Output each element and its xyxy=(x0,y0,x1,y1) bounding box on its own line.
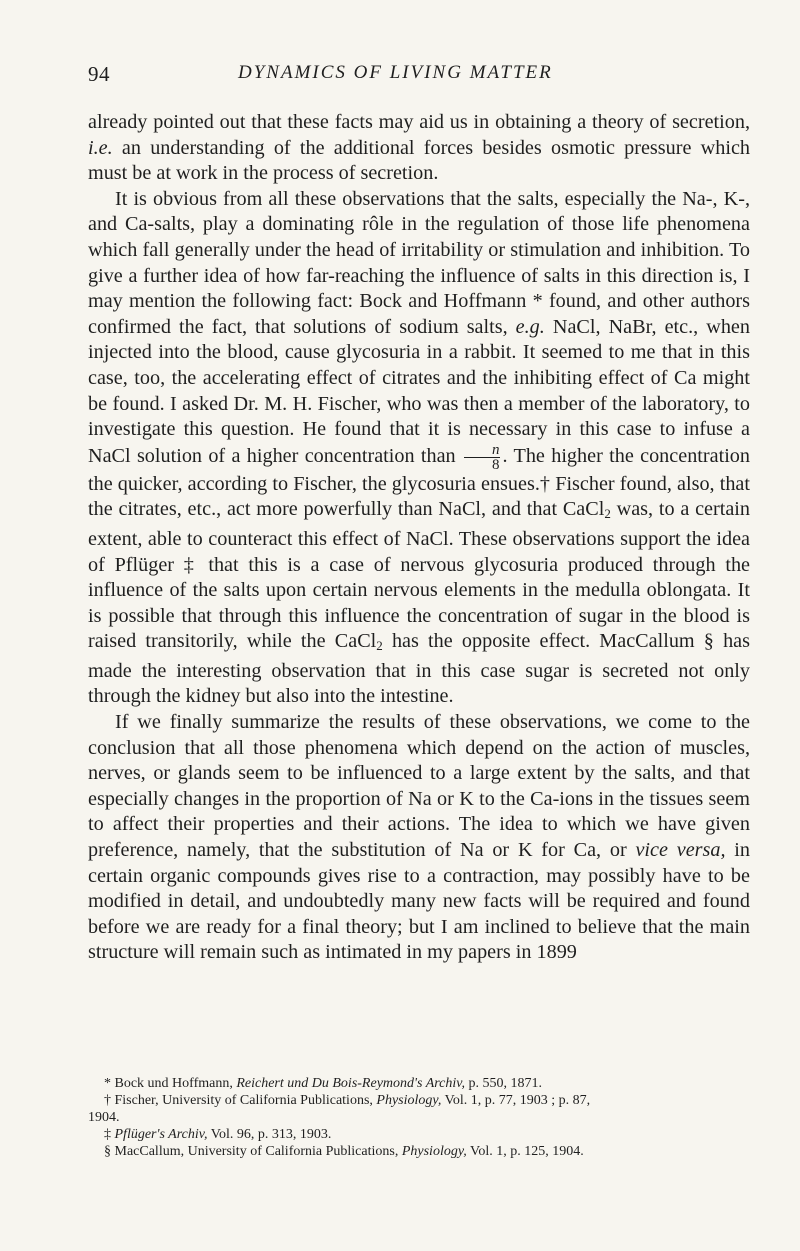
page-number: 94 xyxy=(88,62,110,86)
running-head: DYNAMICS OF LIVING MATTER xyxy=(238,62,553,83)
footnote-bock: * Bock und Hoffmann, Reichert und Du Bois-Reymond's Archiv, p. 550, 1871. xyxy=(104,1076,542,1091)
footnote-fischer: † Fischer, University of California Publications, Physiology, Vol. 1, p. 77, 1903 ; p. 87, xyxy=(104,1093,591,1108)
footnote-pfluger: ‡ Pflüger's Archiv, Vol. 96, p. 313, 1903. xyxy=(104,1127,332,1142)
footnote-fischer-continued: 1904. xyxy=(88,1110,120,1125)
paragraph-3: If we finally summarize the results of these observations, we come to the conclusion that all those phenomena which depend on the action of muscles, nerves, or glands seem to be influenced to a large extent by the salts, and that especially changes in the proportion of Na or K to the Ca-ions in the tissues seem to affect their properties and their actions. The idea to which we have given preference, namely, that the substitution of Na or K for Ca, or vice versa, in certain organic compounds gives rise to a contraction, may possibly have to be modified in detail, and undoubtedly many new facts will be required and found before we are ready for a final theory; but I am inclined to believe that the main structure will remain such as intimated in my papers in 1899 xyxy=(88,711,750,964)
paragraph-1: already pointed out that these facts may aid us in obtaining a theory of secretion, i.e. an understanding of the additional forces besides osmotic pressure which must be at work in the process of secretion. xyxy=(88,111,750,185)
footnote-maccallum: § MacCallum, University of California Publications, Physiology, Vol. 1, p. 125, 1904. xyxy=(104,1144,584,1159)
page-header xyxy=(88,62,748,92)
footnotes xyxy=(88,1075,750,1160)
paragraph-2: It is obvious from all these observations that the salts, especially the Na-, K-, and Ca-salts, play a dominating rôle in the regulation of those life phenomena which fall generally under the head of irritability or stimulation and inhibition. To give a further idea of how far-reaching the influence of salts in this direction is, I may mention the following fact: Bock and Hoffmann * found, and other authors confirmed the fact, that solutions of sodium salts, e.g. NaCl, NaBr, etc., when injected into the blood, cause glycosuria in a rabbit. It seemed to me that in this case, too, the accelerating effect of citrates and the inhibiting effect of Ca might be found. I asked Dr. M. H. Fischer, who was then a member of the laboratory, to investigate this question. He found that it is necessary in this case to infuse a NaCl solution of a higher concentration than $\frac{n}{8}$ . The higher the concentration the quicker, according to Fischer, the glycosuria ensues.† Fischer found, also, that the citrates, etc., act more powerfully than NaCl, and that CaCl$_2$ was, to a certain extent, able to counteract this effect of NaCl. These observations support the idea of Pflüger ‡ that this is a case of nervous glycosuria produced through the influence of the salts upon certain nervous elements in the medulla oblongata. It is possible that through this influence the concentration of sugar in the blood is raised transitorily, while the CaCl$_2$ has the opposite effect. MacCallum § has made the interesting observation that in this case sugar is secreted not only through the kidney but also into the intestine. xyxy=(88,187,750,708)
body-text xyxy=(88,110,750,966)
fraction-n-over-8: $\frac{n}{8}$ xyxy=(464,443,501,472)
